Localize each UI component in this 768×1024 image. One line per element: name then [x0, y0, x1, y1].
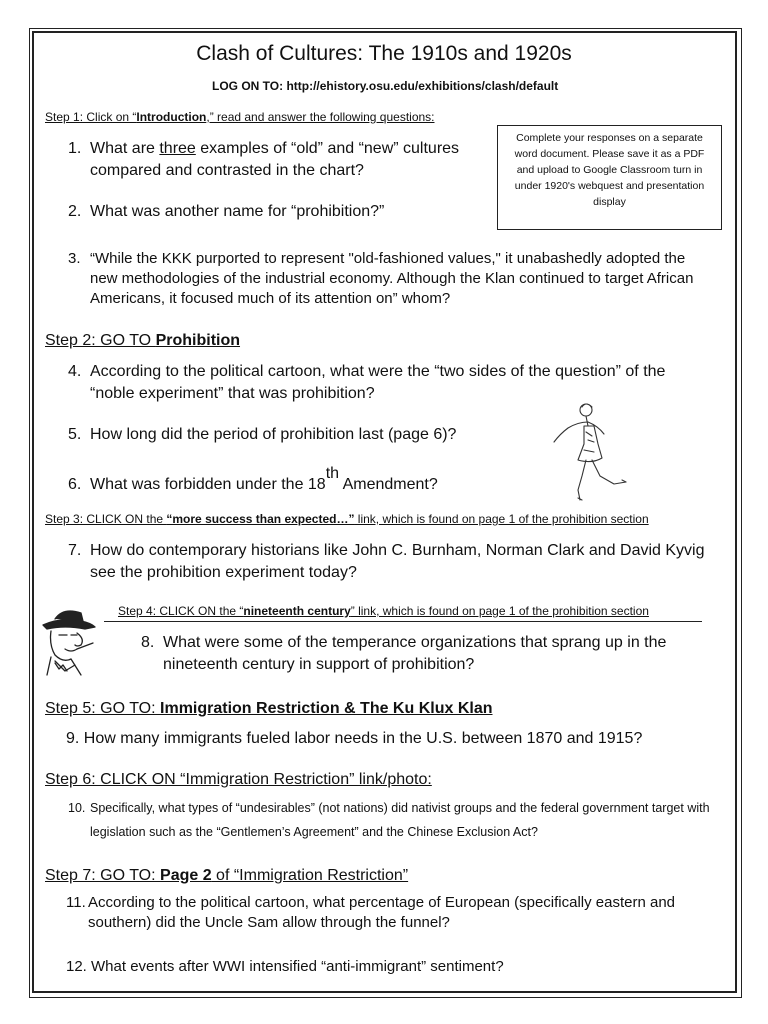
step-1-suffix: ,” read and answer the following questions:	[206, 110, 435, 124]
step-1-link-text: Introduction	[136, 110, 207, 124]
question-9	[66, 728, 716, 750]
step-3-heading: Step 3: CLICK ON the “more success than expected…” link, which is found on page 1 of the prohibition section	[45, 512, 649, 526]
question-12	[66, 958, 504, 975]
question-11: 11. According to the political cartoon, what percentage of European (specifically eastern and southern) did the Uncle Sam allow through the funnel?	[66, 893, 691, 933]
question-1	[68, 138, 488, 182]
step-5-link-text: Immigration Restriction & The Ku Klux Klan	[160, 700, 493, 717]
step-6-heading: Step 6: CLICK ON “Immigration Restriction” link/photo:	[45, 771, 432, 788]
question-5: 5. How long did the period of prohibition last (page 6)?	[68, 424, 528, 446]
question-12-text: 12. What events after WWI intensified “anti-immigrant” sentiment?	[66, 958, 504, 975]
step-2-heading: Step 2: GO TO Prohibition	[45, 332, 241, 349]
step-1-heading	[45, 110, 435, 124]
question-2-text: What was another name for “prohibition?”	[90, 203, 385, 220]
question-3: 3. “While the KKK purported to represent "old-fashioned values," it unabashedly adopted the new methodologies of the industrial economy. Although the Klan continued to target African Americans, it focused much of its attention on” whom?	[68, 249, 708, 309]
instructions-note-box: Complete your responses on a separate word document. Please save it as a PDF and upload to Google Classroom turn in under 1920's webquest and presentation display	[497, 125, 722, 230]
step-4-heading: Step 4: CLICK ON the “nineteenth century” link, which is found on page 1 of the prohibition section	[118, 604, 649, 618]
question-9-text: 9. How many immigrants fueled labor needs in the U.S. between 1870 and 1915?	[66, 730, 643, 747]
step-7-link-text: Page 2	[160, 867, 212, 884]
step-1-prefix: Step 1: Click on “	[45, 110, 137, 124]
question-3-text: “While the KKK purported to represent "old-fashioned values," it unabashedly adopted the new methodologies of the industrial economy. Although the Klan continued to target African Americans, it focused much of its attention on” whom?	[90, 250, 694, 307]
flapper-dancer-illustration	[548, 398, 633, 503]
step-4-link-text: nineteenth century	[243, 604, 351, 618]
question-7-text: How do contemporary historians like John C. Burnham, Norman Clark and David Kyvig see the prohibition experiment today?	[90, 542, 705, 581]
page-title: Clash of Cultures: The 1910s and 1920s	[196, 42, 572, 65]
question-11-text: According to the political cartoon, what percentage of European (specifically eastern and southern) did the Uncle Sam allow through the funnel?	[88, 894, 676, 931]
step-5-heading: Step 5: GO TO: Immigration Restriction & The Ku Klux Klan	[45, 700, 493, 717]
question-8-text: What were some of the temperance organizations that sprang up in the nineteenth century in support of prohibition?	[163, 634, 667, 673]
question-1-number: 1.	[68, 140, 82, 157]
gangster-illustration	[41, 605, 103, 677]
question-10-text: Specifically, what types of “undesirables” (not nations) did nativist groups and the federal government target with legislation such as the “Gentlemen’s Agreement” and the Chinese Exclusion Act?	[90, 801, 710, 839]
question-10: 10. Specifically, what types of “undesirables” (not nations) did nativist groups and the federal government target with legislation such as the “Gentlemen’s Agreement” and the Chinese Exclusion Act?	[68, 796, 718, 844]
superscript-th: th	[325, 465, 340, 482]
logon-url[interactable]: LOG ON TO: http://ehistory.osu.edu/exhibitions/clash/default	[212, 79, 559, 93]
question-5-text: How long did the period of prohibition last (page 6)?	[90, 426, 457, 443]
question-8: 8. What were some of the temperance organizations that sprang up in the nineteenth century in support of prohibition?	[141, 632, 711, 676]
step-4-rule	[104, 621, 702, 622]
question-1-underlined: three	[159, 140, 196, 157]
question-4: 4. According to the political cartoon, what were the “two sides of the question” of the “noble experiment” that was prohibition?	[68, 361, 708, 405]
question-2: 2. What was another name for “prohibition?”	[68, 201, 488, 223]
question-4-text: According to the political cartoon, what were the “two sides of the question” of the “noble experiment” that was prohibition?	[90, 363, 666, 402]
step-3-link-text: “more success than expected…”	[166, 512, 355, 526]
question-1-text: What are three examples of “old” and “new” cultures compared and contrasted in the chart?	[90, 140, 460, 179]
question-6: 6. What was forbidden under the 18th Amendment?	[68, 465, 438, 493]
question-7: 7. How do contemporary historians like John C. Burnham, Norman Clark and David Kyvig see the prohibition experiment today?	[68, 540, 708, 584]
step-7-heading: Step 7: GO TO: Page 2 of “Immigration Restriction”	[45, 867, 409, 884]
step-2-link-text: Prohibition	[155, 332, 241, 349]
